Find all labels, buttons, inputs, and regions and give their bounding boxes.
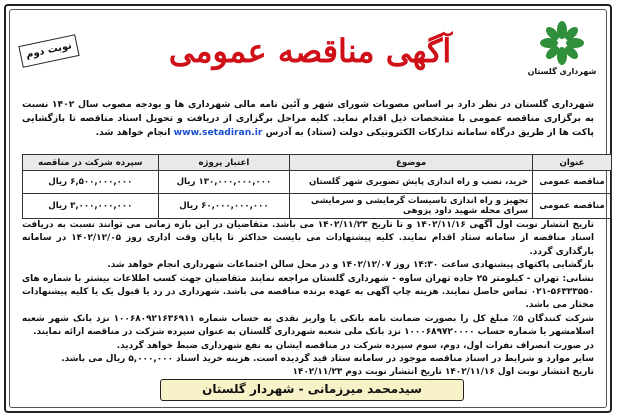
header-title: عنوان (533, 155, 612, 171)
municipality-logo (526, 20, 598, 82)
paragraph-forfeit: در صورت انصراف نفرات اول، دوم، سوم سپرده شرکت در مناقصه ایشان به نفع شهرداری ضبط خواهد گردید. (116, 340, 594, 351)
paragraph-opening: بازگشایی پاکتهای پیشنهادی ساعت ۱۴:۳۰ روز ۱۴۰۲/۱۲/۰۷ و در محل سالن اجتماعات شهرداری انجام خواهد شد. (107, 260, 594, 271)
header-subject: موضوع (290, 155, 533, 171)
row-budget: ۱۳۰,۰۰۰,۰۰۰,۰۰۰ ریال (158, 171, 290, 194)
row-deposit: ۳,۰۰۰,۰۰۰,۰۰۰ ریال (23, 194, 159, 219)
paragraph-guarantee: شرکت کنندگان ۵٪ مبلغ کل را بصورت ضمانت نامه بانکی یا واریز نقدی به حساب شماره ۱۰۰۶۸۰۹۲۱۶۳۶۹۱۱ نزد بانک شهر شعبه اسلامشهر یا شماره حساب ۱۰۰۰۶۸۹۷۲۰۰۰۰ نزد بانک ملی شعبه شهرداری گلستان به عنوان سپرده شرکت در مناقصه ارائه نمایند. (22, 313, 594, 338)
notice-inner-border (9, 9, 607, 408)
notice-sheet (4, 4, 612, 413)
row-title: مناقصه عمومی (533, 194, 612, 219)
intro-paragraph (22, 98, 594, 140)
intro-text-end: انجام خواهد شد. (95, 127, 171, 138)
flower-emblem-icon (539, 20, 585, 66)
notice-title: آگهی مناقصه عمومی (168, 32, 452, 70)
tender-table (22, 154, 612, 219)
paragraph-publish-dates: تاریخ انتشار نوبت اول ۱۴۰۲/۱۱/۱۶ تاریخ انتشار نوبت دوم ۱۴۰۲/۱۱/۲۳ (292, 367, 594, 378)
setad-url-link[interactable]: www.setadiran.ir (173, 127, 263, 138)
paragraph-dates: تاریخ انتشار نوبت اول آگهی ۱۴۰۲/۱۱/۱۶ و تا تاریخ ۱۴۰۲/۱۱/۲۳ می باشد. متقاضیان در این بازه زمانی می توانند نسبت به دریافت اسناد مناقصه از سامانه ستاد اقدام نمایند. کلیه پیشنهادات می بایست حداکثر تا پایان وقت اداری روز ۱۴۰۲/۱۲/۰۵ در سامانه بارگذاری گردد. (22, 220, 595, 257)
table-row (23, 171, 612, 194)
row-subject: خرید، نصب و راه اندازی پایش تصویری شهر گلستان (290, 171, 533, 194)
row-deposit: ۶,۵۰۰,۰۰۰,۰۰۰ ریال (23, 171, 159, 194)
header-deposit: سپرده شرکت در مناقصه (23, 155, 159, 171)
mayor-signature: سیدمحمد میرزمانی - شهردار گلستان (160, 379, 464, 401)
paragraph-conditions: سایر موارد و شرایط در اسناد مناقصه موجود در سامانه ستاد قید گردیده است. هزینه خرید اسناد ۵,۰۰۰,۰۰۰ ریال می باشد. (61, 354, 594, 365)
paragraph-address: نشانی: تهران - کیلومتر ۲۵ جاده تهران ساوه - شهرداری گلستان مراجعه نمایند متقاضیان جهت کسب اطلاعات بیشتر با شماره های ۵۶۳۳۳۵۵۰-۰۲۱ تماس حاصل نمایند. هزینه چاپ آگهی به عهده برنده مناقصه می باشد. شهرداری در رد یا قبول یک یا کلیه پیشنهادات مختار می باشد. (22, 273, 595, 311)
logo-caption: شهرداری گلستان (527, 67, 597, 76)
notice-body (22, 219, 594, 380)
intro-text: شهرداری گلستان در نظر دارد بر اساس مصوبات شورای شهر و آئین نامه مالی شهرداری ها و بودجه مصوب سال ۱۴۰۲ نسبت به برگزاری مناقصه عمومی با مشخصات ذیل اقدام نماید. کلیه مراحل برگزاری از دریافت و تحویل اسناد مناقصه تا بازگشایی پاکت ها از طریق درگاه سامانه تدارکات الکترونیکی دولت (ستاد) به آدرس (22, 99, 594, 138)
row-budget: ۶۰,۰۰۰,۰۰۰,۰۰۰ ریال (158, 194, 290, 219)
second-round-badge: نوبت دوم (18, 34, 79, 68)
table-header-row (23, 155, 612, 171)
header-budget: اعتبار پروژه (158, 155, 290, 171)
row-title: مناقصه عمومی (533, 171, 612, 194)
row-subject: تجهیز و راه اندازی تاسیسات گرمایشی و سرمایشی سرای محله شهید داود پزوهی (290, 194, 533, 219)
table-row (23, 194, 612, 219)
